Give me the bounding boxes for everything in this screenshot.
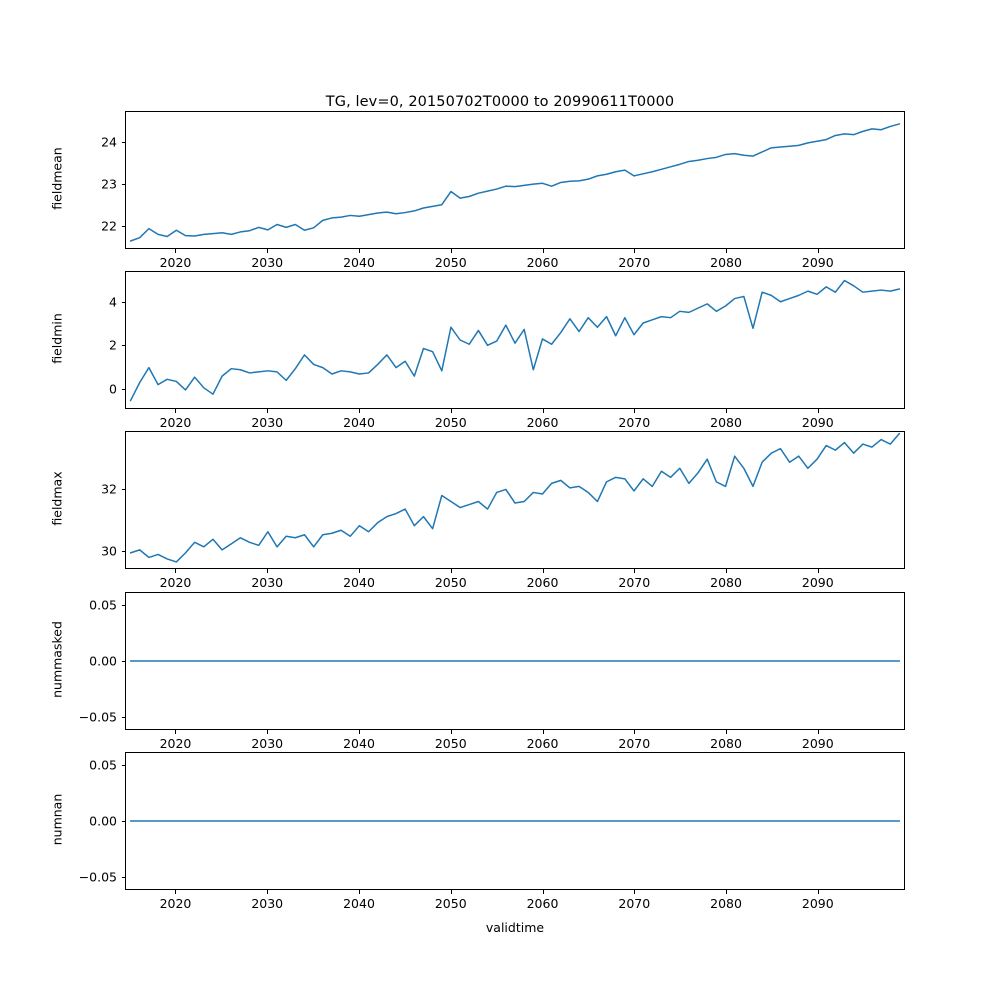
ytick-mark [122,184,126,185]
xtick-label: 2020 [159,736,192,751]
xtick-label: 2040 [343,415,375,430]
xtick-mark [818,890,819,894]
ytick-mark [122,605,126,606]
xtick-mark [634,409,635,413]
ytick-mark [122,765,126,766]
ytick-mark [122,389,126,390]
figure-title: TG, lev=0, 20150702T0000 to 20990611T0000 [325,94,675,110]
ytick-label: 23 [101,176,117,192]
xtick-label: 2070 [618,415,651,430]
xtick-label: 2040 [343,255,375,270]
xtick-mark [634,890,635,894]
subplot-numnan [125,752,905,890]
ytick-mark [122,489,126,490]
xtick-mark [726,409,727,413]
ytick-label: −0.05 [78,869,117,885]
xtick-mark [359,730,360,734]
xtick-label: 2060 [526,575,559,590]
ylabel-numnan: numnan [49,793,65,846]
ytick-mark [122,551,126,552]
xtick-label: 2060 [526,255,559,270]
xtick-mark [543,890,544,894]
data-line-fieldmean [131,124,900,241]
xtick-label: 2020 [159,415,192,430]
xtick-mark [359,249,360,253]
xtick-label: 2050 [434,575,467,590]
xtick-mark [175,890,176,894]
ytick-label: 24 [101,134,117,150]
xtick-mark [818,249,819,253]
ylabel-fieldmax: fieldmax [49,471,65,526]
ytick-label: 0.05 [89,597,117,613]
xtick-label: 2080 [710,736,742,751]
data-line-fieldmin [131,281,900,401]
xtick-mark [543,730,544,734]
xtick-label: 2050 [434,415,467,430]
xtick-mark [359,409,360,413]
xtick-mark [726,890,727,894]
xtick-label: 2090 [801,415,834,430]
ytick-label: −0.05 [78,709,117,725]
xtick-label: 2060 [526,736,559,751]
xtick-label: 2040 [343,736,375,751]
ytick-mark [122,877,126,878]
ytick-label: 32 [101,481,117,497]
xtick-mark [267,409,268,413]
xtick-label: 2070 [618,575,651,590]
ylabel-fieldmin: fieldmin [49,313,65,364]
ytick-mark [122,226,126,227]
xtick-label: 2080 [710,896,742,911]
xtick-label: 2090 [801,255,834,270]
xtick-mark [634,730,635,734]
xtick-mark [359,569,360,573]
xtick-mark [175,409,176,413]
xtick-label: 2030 [251,415,284,430]
ylabel-nummasked: nummasked [49,621,65,698]
xtick-mark [267,890,268,894]
xtick-label: 2030 [251,575,284,590]
ytick-label: 0.00 [89,813,117,829]
ytick-label: 2 [109,337,117,353]
subplot-nummasked [125,592,905,730]
ytick-label: 0.05 [89,757,117,773]
xtick-mark [726,249,727,253]
xtick-label: 2020 [159,896,192,911]
xtick-label: 2080 [710,575,742,590]
ytick-label: 22 [101,218,117,234]
xtick-label: 2030 [251,255,284,270]
subplot-fieldmin [125,271,905,409]
xtick-label: 2090 [801,575,834,590]
xtick-label: 2080 [710,255,742,270]
xtick-mark [634,569,635,573]
xtick-label: 2050 [434,255,467,270]
xtick-mark [267,730,268,734]
ytick-mark [122,821,126,822]
xtick-mark [451,249,452,253]
xlabel-validtime: validtime [485,920,545,935]
xtick-label: 2050 [434,896,467,911]
xtick-label: 2040 [343,896,375,911]
xtick-mark [726,730,727,734]
ytick-mark [122,142,126,143]
xtick-label: 2090 [801,736,834,751]
ytick-label: 0.00 [89,653,117,669]
data-line-fieldmax [131,434,900,562]
subplot-fieldmax [125,431,905,569]
xtick-label: 2090 [801,896,834,911]
xtick-mark [451,890,452,894]
xtick-mark [451,409,452,413]
xtick-label: 2070 [618,255,651,270]
xtick-label: 2070 [618,896,651,911]
xtick-mark [451,569,452,573]
xtick-mark [267,249,268,253]
xtick-label: 2040 [343,575,375,590]
xtick-label: 2060 [526,896,559,911]
ytick-label: 0 [109,381,117,397]
ytick-mark [122,302,126,303]
subplot-fieldmean [125,111,905,249]
ytick-label: 30 [101,543,117,559]
xtick-mark [543,569,544,573]
xtick-mark [175,249,176,253]
xtick-mark [175,569,176,573]
xtick-mark [818,409,819,413]
xtick-label: 2050 [434,736,467,751]
xtick-mark [543,409,544,413]
ytick-mark [122,661,126,662]
xtick-label: 2030 [251,896,284,911]
xtick-mark [818,569,819,573]
xtick-label: 2030 [251,736,284,751]
ytick-mark [122,717,126,718]
xtick-label: 2020 [159,255,192,270]
xtick-label: 2070 [618,736,651,751]
xtick-mark [175,730,176,734]
xtick-mark [634,249,635,253]
ytick-mark [122,345,126,346]
xtick-mark [818,730,819,734]
xtick-mark [267,569,268,573]
xtick-mark [359,890,360,894]
ytick-label: 4 [109,294,117,310]
xtick-label: 2060 [526,415,559,430]
xtick-label: 2020 [159,575,192,590]
ylabel-fieldmean: fieldmean [49,147,65,210]
xtick-label: 2080 [710,415,742,430]
xtick-mark [543,249,544,253]
xtick-mark [726,569,727,573]
xtick-mark [451,730,452,734]
